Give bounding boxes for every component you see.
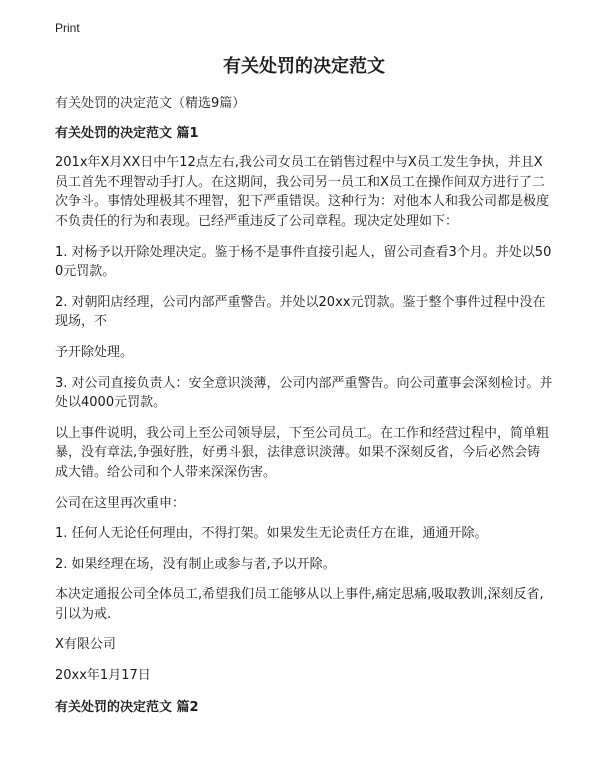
document-subtitle: 有关处罚的决定范文（精选9篇） — [55, 96, 246, 111]
section-heading-2: 有关处罚的决定范文 篇2 — [55, 699, 199, 715]
document-title: 有关处罚的决定范文 — [223, 56, 385, 77]
print-link[interactable]: Print — [55, 21, 80, 35]
rule-item-2: 2. 如果经理在场，没有制止或参与者,予以开除。 — [55, 556, 336, 572]
section-heading-1: 有关处罚的决定范文 篇1 — [55, 125, 199, 141]
intro-paragraph: 201x年X月XX日中午12点左右,我公司女员工在销售过程中与X员工发生争执，并且X员工首先不理智动手打人。在这期间，我公司另一员工和X员工在操作间双方进行了二次争斗。事情处理极其不理智，犯下严重错误。这种行为：对他本人和我公司都是极度不负责任的行为和表现。已经严重违反了公司章程。现决定处理如下： — [55, 155, 550, 229]
notice-paragraph: 本决定通报公司全体员工,希望我们员工能够从以上事件,痛定思痛,吸取教训,深刻反省,引以为戒. — [55, 587, 544, 622]
decision-item-2-continued: 予开除处理。 — [55, 344, 134, 360]
rule-item-1: 1. 任何人无论任何理由，不得打架。如果发生无论责任方在谁，通通开除。 — [55, 526, 488, 542]
decision-item-1: 1. 对杨予以开除处理决定。鉴于杨不是事件直接引起人，留公司查看3个月。并处以500元罚款。 — [55, 244, 552, 280]
document-body — [55, 54, 553, 717]
reiterate-paragraph: 公司在这里再次重申： — [55, 495, 186, 511]
decision-item-2: 2. 对朝阳店经理，公司内部严重警告。并处以20xx元罚款。鉴于整个事件过程中没在现场，不 — [55, 294, 546, 330]
summary-paragraph: 以上事件说明，我公司上至公司领导层，下至公司员工。在工作和经营过程中，简单粗暴，没有章法,争强好胜，好勇斗狠，法律意识淡薄。如果不深刻反省，今后必然会铸成大错。给公司和个人带来深深伤害。 — [55, 425, 550, 480]
document-date: 20xx年1月17日 — [55, 668, 151, 684]
decision-item-3: 3. 对公司直接负责人：安全意识淡薄，公司内部严重警告。向公司董事会深刻检讨。并处以4000元罚款。 — [55, 375, 553, 411]
company-name: X有限公司 — [55, 637, 116, 653]
